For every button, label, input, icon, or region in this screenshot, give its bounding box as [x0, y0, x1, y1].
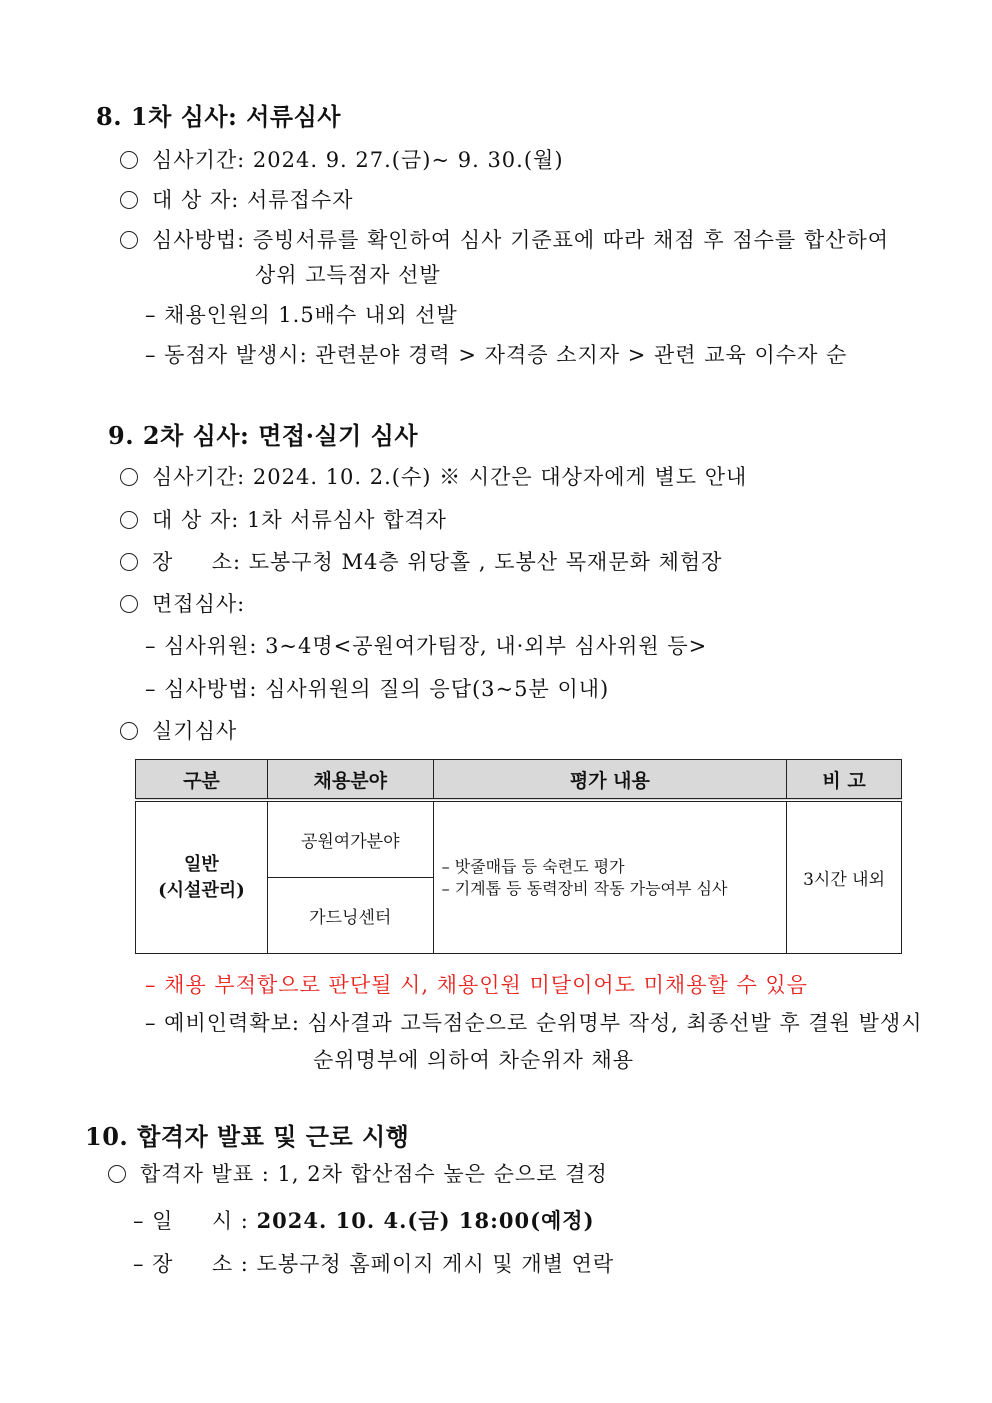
circle-bullet-icon [120, 468, 138, 486]
section-8-sub2: – 동점자 발생시: 관련분야 경력 > 자격증 소지자 > 관련 교육 이수자 순 [145, 343, 848, 367]
practical-exam-table [135, 759, 902, 954]
table-row [136, 800, 902, 878]
section-10-heading: 10. 합격자 발표 및 근로 시행 [85, 1122, 410, 1151]
section-9-heading: 9. 2차 심사: 면접·실기 심사 [108, 421, 419, 450]
section-9-target: 대 상 자: 1차 서류심사 합격자 [120, 504, 447, 534]
reserve-note: – 예비인력확보: 심사결과 고득점순으로 순위명부 작성, 최종선발 후 결원 발생시 [145, 1011, 923, 1035]
section-10-announce: 합격자 발표 : 1, 2차 합산점수 높은 순으로 결정 [108, 1158, 608, 1188]
section-9-place: 장 소: 도봉구청 M4층 위당홀 , 도봉산 목재문화 체험장 [120, 546, 722, 576]
evaluation-cell: – 밧줄매듭 등 숙련도 평가 – 기계톱 등 동력장비 작동 가능여부 심사 [433, 800, 787, 954]
circle-bullet-icon [120, 511, 138, 529]
section-10-place: – 장 소 : 도봉구청 홈페이지 게시 및 개별 연락 [133, 1252, 615, 1276]
section-8-period: 심사기간: 2024. 9. 27.(금)~ 9. 30.(월) [120, 144, 564, 174]
field-cell: 가드닝센터 [267, 878, 433, 954]
table-header-row [136, 760, 902, 801]
section-9-interview-sub2: – 심사방법: 심사위원의 질의 응답(3~5분 이내) [145, 677, 610, 701]
circle-bullet-icon [120, 595, 138, 613]
section-10-datetime: – 일 시 : 2024. 10. 4.(금) 18:00(예정) [133, 1208, 595, 1233]
circle-bullet-icon [120, 231, 138, 249]
section-8-method: 심사방법: 증빙서류를 확인하여 심사 기준표에 따라 채점 후 점수를 합산하여 [120, 224, 889, 254]
section-9-interview: 면접심사: [120, 588, 245, 618]
header-note: 비 고 [787, 760, 902, 801]
circle-bullet-icon [120, 151, 138, 169]
header-field: 채용분야 [267, 760, 433, 801]
section-8-method-cont: 상위 고득점자 선발 [255, 263, 441, 287]
circle-bullet-icon [120, 191, 138, 209]
circle-bullet-icon [108, 1165, 126, 1183]
warning-note: – 채용 부적합으로 판단될 시, 채용인원 미달이어도 미채용할 수 있음 [145, 973, 808, 997]
section-9-practical: 실기심사 [120, 715, 237, 745]
note-cell: 3시간 내외 [787, 800, 902, 954]
circle-bullet-icon [120, 722, 138, 740]
section-8-sub1: – 채용인원의 1.5배수 내외 선발 [145, 303, 458, 327]
field-cell: 공원여가분야 [267, 800, 433, 878]
section-9-interview-sub1: – 심사위원: 3~4명<공원여가팀장, 내·외부 심사위원 등> [145, 634, 708, 658]
reserve-note-cont: 순위명부에 의하여 차순위자 채용 [313, 1048, 635, 1072]
section-9-period: 심사기간: 2024. 10. 2.(수) ※ 시간은 대상자에게 별도 안내 [120, 461, 747, 491]
circle-bullet-icon [120, 553, 138, 571]
header-evaluation: 평가 내용 [433, 760, 787, 801]
section-8-target: 대 상 자: 서류접수자 [120, 184, 353, 214]
section-8-heading: 8. 1차 심사: 서류심사 [96, 102, 341, 131]
header-category: 구분 [136, 760, 268, 801]
category-cell: 일반 (시설관리) [136, 800, 268, 954]
